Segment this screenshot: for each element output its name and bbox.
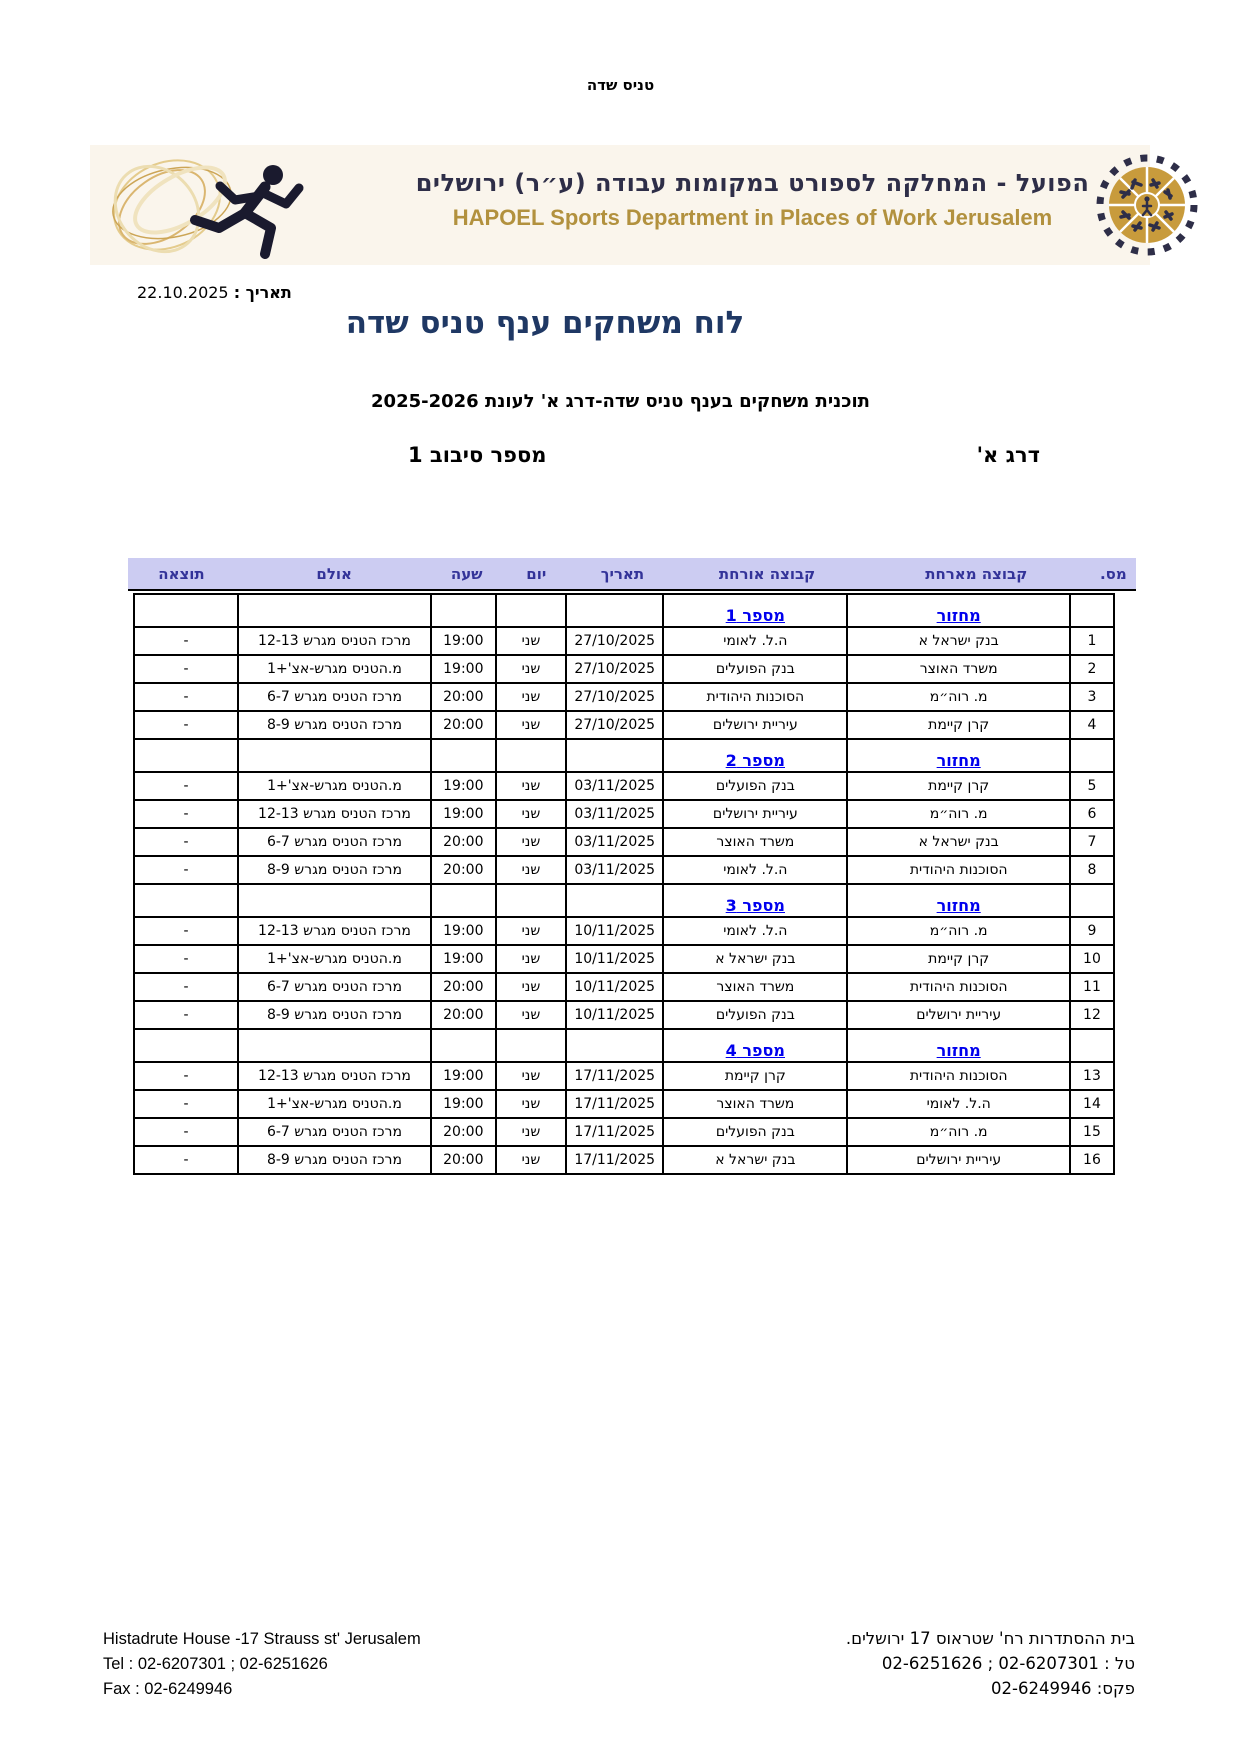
section-empty-cell xyxy=(431,739,496,772)
column-header-day: יום xyxy=(526,564,547,583)
footer-address-en: Histadrute House -17 Strauss st' Jerusalem xyxy=(103,1630,421,1648)
cell-host: משרד האוצר xyxy=(847,655,1069,683)
cell-venue: מרכז הטניס מגרש 12-13 xyxy=(238,627,431,655)
cell-date: 10/11/2025 xyxy=(566,945,663,973)
column-header-time: שעה xyxy=(450,564,483,583)
cell-result: - xyxy=(134,828,238,856)
cell-num: 6 xyxy=(1070,800,1114,828)
runner-logo xyxy=(92,145,342,269)
schedule-table-container xyxy=(133,558,1127,1175)
hapoel-emblem-graphic xyxy=(1095,149,1199,261)
section-empty-cell xyxy=(496,594,567,627)
cell-day: שני xyxy=(496,1001,567,1029)
match-row xyxy=(134,973,1114,1001)
match-row xyxy=(134,655,1114,683)
cell-day: שני xyxy=(496,655,567,683)
section-empty-cell xyxy=(431,1029,496,1062)
section-empty-cell xyxy=(134,594,238,627)
section-cycle-cell xyxy=(847,594,1069,627)
round-number-label: מספר סיבוב 1 xyxy=(408,443,547,467)
match-row xyxy=(134,1062,1114,1090)
column-header-venue: אולם xyxy=(316,564,352,583)
cell-result: - xyxy=(134,627,238,655)
section-header-row xyxy=(134,594,1114,627)
banner-english-title: HAPOEL Sports Department in Places of Work Jerusalem xyxy=(452,205,1053,230)
cell-host: מ. רוה״מ xyxy=(847,683,1069,711)
cell-result: - xyxy=(134,711,238,739)
cell-day: שני xyxy=(496,917,567,945)
cell-date: 17/11/2025 xyxy=(566,1146,663,1174)
match-row xyxy=(134,945,1114,973)
cell-time: 20:00 xyxy=(431,973,496,1001)
section-empty-cell xyxy=(1070,594,1114,627)
section-round-label: מספר 1 xyxy=(725,606,785,625)
match-row xyxy=(134,627,1114,655)
cell-day: שני xyxy=(496,1090,567,1118)
cell-result: - xyxy=(134,1062,238,1090)
section-empty-cell xyxy=(1070,884,1114,917)
cell-guest: בנק הפועלים xyxy=(663,1001,847,1029)
cell-time: 19:00 xyxy=(431,800,496,828)
cell-host: בנק ישראל א xyxy=(847,828,1069,856)
cell-venue: מ.הטניס מגרש-אצ'+1 xyxy=(238,1090,431,1118)
cell-date: 17/11/2025 xyxy=(566,1090,663,1118)
cell-result: - xyxy=(134,1001,238,1029)
column-header-guest: קבוצה אורחת xyxy=(718,564,816,583)
cell-venue: מרכז הטניס מגרש 8-9 xyxy=(238,711,431,739)
cell-time: 20:00 xyxy=(431,683,496,711)
cell-date: 27/10/2025 xyxy=(566,711,663,739)
match-row xyxy=(134,1001,1114,1029)
section-empty-cell xyxy=(431,884,496,917)
section-empty-cell xyxy=(238,884,431,917)
cell-num: 3 xyxy=(1070,683,1114,711)
cell-result: - xyxy=(134,800,238,828)
cell-num: 7 xyxy=(1070,828,1114,856)
section-empty-cell xyxy=(566,739,663,772)
cell-time: 19:00 xyxy=(431,917,496,945)
cell-venue: מרכז הטניס מגרש 8-9 xyxy=(238,1146,431,1174)
cell-host: הסוכנות היהודית xyxy=(847,1062,1069,1090)
date-value: 22.10.2025 xyxy=(137,283,229,302)
match-row xyxy=(134,800,1114,828)
cell-date: 10/11/2025 xyxy=(566,917,663,945)
cell-day: שני xyxy=(496,772,567,800)
cell-num: 12 xyxy=(1070,1001,1114,1029)
cell-venue: מרכז הטניס מגרש 6-7 xyxy=(238,683,431,711)
cell-num: 14 xyxy=(1070,1090,1114,1118)
section-cycle-cell xyxy=(847,1029,1069,1062)
runner-swirl-graphic xyxy=(92,145,342,265)
cell-date: 10/11/2025 xyxy=(566,1001,663,1029)
schedule-table xyxy=(133,593,1115,1175)
cell-host: מ. רוה״מ xyxy=(847,917,1069,945)
cell-time: 20:00 xyxy=(431,1146,496,1174)
hapoel-circle-logo xyxy=(1095,149,1199,265)
cell-result: - xyxy=(134,772,238,800)
banner-hebrew-title: הפועל - המחלקה לספורט במקומות עבודה (ע״ר) ירושלים xyxy=(415,169,1090,197)
cell-day: שני xyxy=(496,1062,567,1090)
cell-date: 17/11/2025 xyxy=(566,1062,663,1090)
cell-result: - xyxy=(134,1090,238,1118)
cell-time: 19:00 xyxy=(431,655,496,683)
match-row xyxy=(134,1146,1114,1174)
cell-guest: בנק הפועלים xyxy=(663,655,847,683)
cell-time: 19:00 xyxy=(431,945,496,973)
cell-date: 10/11/2025 xyxy=(566,973,663,1001)
section-empty-cell xyxy=(566,1029,663,1062)
cell-venue: מרכז הטניס מגרש 6-7 xyxy=(238,1118,431,1146)
cell-day: שני xyxy=(496,945,567,973)
cell-num: 1 xyxy=(1070,627,1114,655)
section-empty-cell xyxy=(1070,739,1114,772)
section-header-row xyxy=(134,884,1114,917)
cell-venue: מרכז הטניס מגרש 12-13 xyxy=(238,1062,431,1090)
cell-num: 2 xyxy=(1070,655,1114,683)
section-round-label: מספר 4 xyxy=(725,1041,785,1060)
cell-venue: מרכז הטניס מגרש 6-7 xyxy=(238,973,431,1001)
cell-time: 19:00 xyxy=(431,627,496,655)
section-empty-cell xyxy=(238,1029,431,1062)
section-empty-cell xyxy=(496,739,567,772)
division-label: דרג א' xyxy=(976,443,1040,467)
cell-result: - xyxy=(134,655,238,683)
cell-time: 20:00 xyxy=(431,1001,496,1029)
footer-fax-en: Fax : 02-6249946 xyxy=(103,1679,233,1698)
page-subtitle: תוכנית משחקים בענף טניס שדה-דרג א' לעונת 2025-2026 xyxy=(371,391,870,412)
cell-day: שני xyxy=(496,1118,567,1146)
cell-date: 03/11/2025 xyxy=(566,828,663,856)
cell-guest: קרן קיימת xyxy=(663,1062,847,1090)
cell-guest: עיריית ירושלים xyxy=(663,800,847,828)
match-row xyxy=(134,917,1114,945)
cell-host: הסוכנות היהודית xyxy=(847,856,1069,884)
page-footer xyxy=(103,1627,1135,1701)
cell-num: 11 xyxy=(1070,973,1114,1001)
section-cycle-label: מחזור xyxy=(936,751,981,770)
cell-guest: משרד האוצר xyxy=(663,973,847,1001)
cell-venue: מרכז הטניס מגרש 8-9 xyxy=(238,856,431,884)
match-row xyxy=(134,856,1114,884)
cell-host: מ. רוה״מ xyxy=(847,800,1069,828)
cell-num: 13 xyxy=(1070,1062,1114,1090)
cell-host: עיריית ירושלים xyxy=(847,1001,1069,1029)
match-row xyxy=(134,1090,1114,1118)
header-banner xyxy=(90,145,1150,265)
section-cycle-label: מחזור xyxy=(936,606,981,625)
footer-tel-en: Tel : 02-6207301 ; 02-6251626 xyxy=(103,1654,328,1673)
cell-num: 10 xyxy=(1070,945,1114,973)
section-round-cell xyxy=(663,594,847,627)
cell-result: - xyxy=(134,973,238,1001)
cell-host: קרן קיימת xyxy=(847,772,1069,800)
section-empty-cell xyxy=(566,884,663,917)
cell-time: 19:00 xyxy=(431,772,496,800)
date-line xyxy=(137,283,292,302)
match-row xyxy=(134,1118,1114,1146)
cell-result: - xyxy=(134,683,238,711)
cell-result: - xyxy=(134,945,238,973)
cell-day: שני xyxy=(496,973,567,1001)
page-title: לוח משחקים ענף טניס שדה xyxy=(345,305,745,341)
section-empty-cell xyxy=(1070,1029,1114,1062)
cell-guest: בנק ישראל א xyxy=(663,1146,847,1174)
cell-num: 15 xyxy=(1070,1118,1114,1146)
cell-host: הסוכנות היהודית xyxy=(847,973,1069,1001)
cell-day: שני xyxy=(496,856,567,884)
table-header-band xyxy=(128,558,1136,591)
cell-time: 19:00 xyxy=(431,1062,496,1090)
section-header-row xyxy=(134,739,1114,772)
section-empty-cell xyxy=(134,1029,238,1062)
cell-num: 5 xyxy=(1070,772,1114,800)
cell-guest: הסוכנות היהודית xyxy=(663,683,847,711)
cell-venue: מ.הטניס מגרש-אצ'+1 xyxy=(238,945,431,973)
footer-english xyxy=(103,1627,421,1701)
cell-day: שני xyxy=(496,828,567,856)
document-category-label: טניס שדה xyxy=(586,76,655,94)
cell-guest: משרד האוצר xyxy=(663,1090,847,1118)
cell-time: 19:00 xyxy=(431,1090,496,1118)
date-label: תאריך : xyxy=(233,283,292,302)
cell-venue: מרכז הטניס מגרש 12-13 xyxy=(238,800,431,828)
column-header-host: קבוצה מארחת xyxy=(925,564,1028,583)
banner-titles xyxy=(325,169,1180,231)
column-header-date: תאריך xyxy=(600,564,645,583)
cell-day: שני xyxy=(496,1146,567,1174)
match-row xyxy=(134,711,1114,739)
cell-num: 4 xyxy=(1070,711,1114,739)
cell-result: - xyxy=(134,1118,238,1146)
cell-day: שני xyxy=(496,683,567,711)
cell-date: 27/10/2025 xyxy=(566,683,663,711)
cell-num: 16 xyxy=(1070,1146,1114,1174)
cell-time: 20:00 xyxy=(431,828,496,856)
cell-guest: משרד האוצר xyxy=(663,828,847,856)
section-cycle-cell xyxy=(847,884,1069,917)
cell-date: 03/11/2025 xyxy=(566,856,663,884)
cell-date: 27/10/2025 xyxy=(566,627,663,655)
column-header-result: תוצאה xyxy=(158,564,205,583)
footer-fax-he: פקס: 02-6249946 xyxy=(991,1678,1135,1698)
cell-guest: ה.ל. לאומי xyxy=(663,856,847,884)
cell-day: שני xyxy=(496,800,567,828)
cell-time: 20:00 xyxy=(431,711,496,739)
section-round-cell xyxy=(663,739,847,772)
cell-num: 8 xyxy=(1070,856,1114,884)
cell-venue: מ.הטניס מגרש-אצ'+1 xyxy=(238,655,431,683)
section-empty-cell xyxy=(134,739,238,772)
section-cycle-label: מחזור xyxy=(936,896,981,915)
cell-host: ה.ל. לאומי xyxy=(847,1090,1069,1118)
cell-time: 20:00 xyxy=(431,1118,496,1146)
footer-tel-he: טל : 02-6207301 ; 02-6251626 xyxy=(881,1653,1135,1673)
section-round-label: מספר 2 xyxy=(725,751,785,770)
cell-time: 20:00 xyxy=(431,856,496,884)
cell-guest: ה.ל. לאומי xyxy=(663,627,847,655)
cell-result: - xyxy=(134,856,238,884)
section-empty-cell xyxy=(566,594,663,627)
cell-venue: מ.הטניס מגרש-אצ'+1 xyxy=(238,772,431,800)
cell-host: בנק ישראל א xyxy=(847,627,1069,655)
match-row xyxy=(134,772,1114,800)
cell-result: - xyxy=(134,917,238,945)
section-cycle-label: מחזור xyxy=(936,1041,981,1060)
cell-date: 27/10/2025 xyxy=(566,655,663,683)
section-header-row xyxy=(134,1029,1114,1062)
cell-host: עיריית ירושלים xyxy=(847,1146,1069,1174)
column-header-num: מס. xyxy=(1099,564,1127,583)
cell-guest: ה.ל. לאומי xyxy=(663,917,847,945)
section-empty-cell xyxy=(238,739,431,772)
section-cycle-cell xyxy=(847,739,1069,772)
section-round-label: מספר 3 xyxy=(725,896,785,915)
footer-address-he: בית ההסתדרות רח' שטראוס 17 ירושלים. xyxy=(845,1629,1135,1648)
cell-guest: בנק הפועלים xyxy=(663,1118,847,1146)
cell-venue: מרכז הטניס מגרש 12-13 xyxy=(238,917,431,945)
cell-day: שני xyxy=(496,711,567,739)
cell-date: 03/11/2025 xyxy=(566,772,663,800)
cell-venue: מרכז הטניס מגרש 6-7 xyxy=(238,828,431,856)
section-round-cell xyxy=(663,1029,847,1062)
cell-host: קרן קיימת xyxy=(847,711,1069,739)
cell-guest: עיריית ירושלים xyxy=(663,711,847,739)
cell-date: 17/11/2025 xyxy=(566,1118,663,1146)
cell-host: מ. רוה״מ xyxy=(847,1118,1069,1146)
footer-hebrew xyxy=(846,1627,1135,1701)
cell-host: קרן קיימת xyxy=(847,945,1069,973)
cell-result: - xyxy=(134,1146,238,1174)
match-row xyxy=(134,683,1114,711)
section-empty-cell xyxy=(496,884,567,917)
cell-guest: בנק הפועלים xyxy=(663,772,847,800)
cell-venue: מרכז הטניס מגרש 8-9 xyxy=(238,1001,431,1029)
cell-date: 03/11/2025 xyxy=(566,800,663,828)
section-round-cell xyxy=(663,884,847,917)
section-empty-cell xyxy=(431,594,496,627)
section-empty-cell xyxy=(496,1029,567,1062)
section-empty-cell xyxy=(134,884,238,917)
cell-day: שני xyxy=(496,627,567,655)
section-empty-cell xyxy=(238,594,431,627)
cell-num: 9 xyxy=(1070,917,1114,945)
cell-guest: בנק ישראל א xyxy=(663,945,847,973)
match-row xyxy=(134,828,1114,856)
